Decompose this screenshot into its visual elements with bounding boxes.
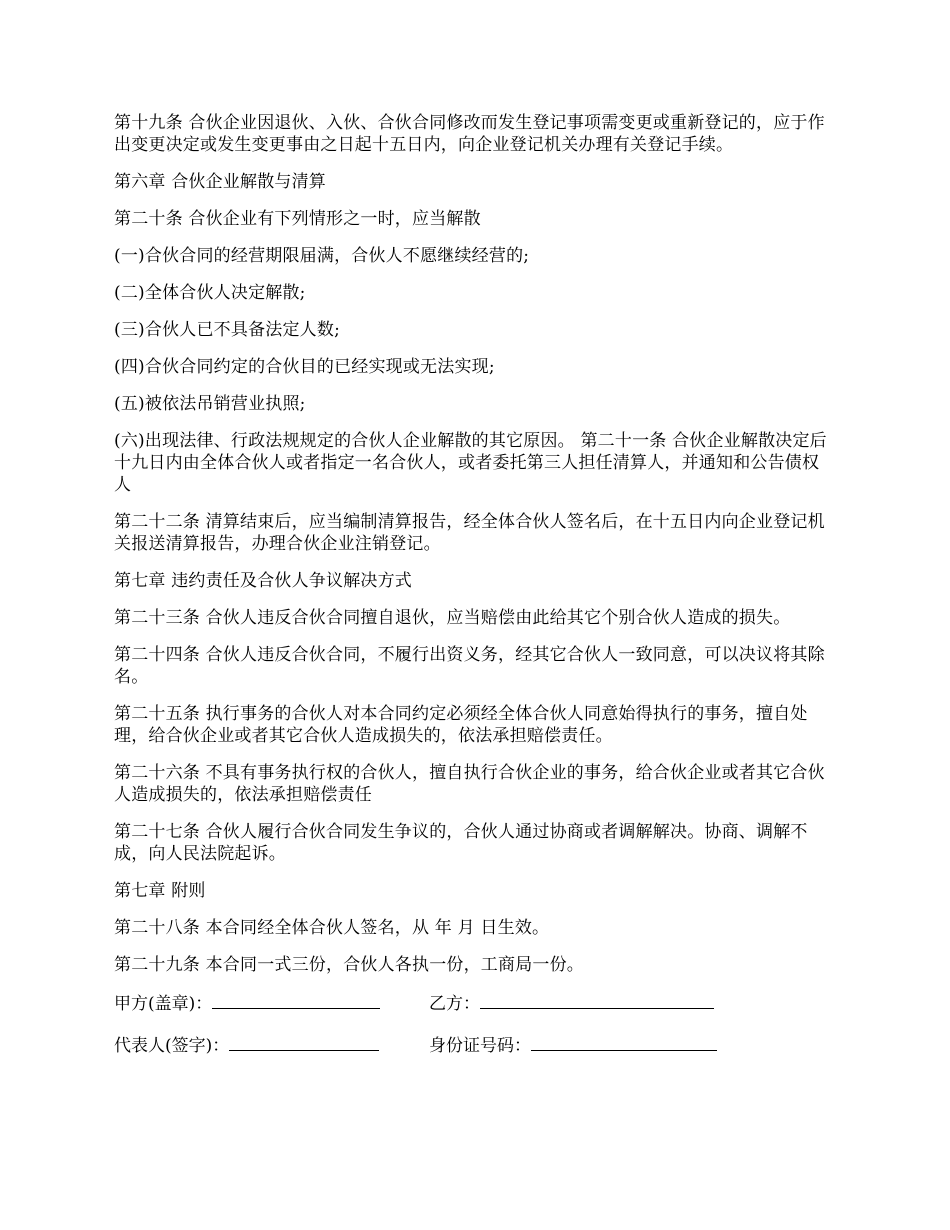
id-number-blank-line	[531, 1033, 717, 1051]
article-29: 第二十九条 本合同一式三份，合伙人各执一份，工商局一份。	[114, 955, 585, 975]
party-a-label: 甲方(盖章)：	[114, 994, 213, 1014]
article-27: 第二十七条 合伙人履行合伙合同发生争议的，合伙人通过协商或者调解解决。协商、调解不成，向人民法院起诉。	[114, 822, 808, 864]
id-number-field	[429, 1033, 717, 1057]
clause-item-2: (二)全体合伙人决定解散;	[114, 283, 306, 303]
article-28: 第二十八条 本合同经全体合伙人签名，从 年 月 日生效。	[114, 918, 550, 938]
article-24: 第二十四条 合伙人违反合伙合同，不履行出资义务，经其它合伙人一致同意，可以决议将其除名。	[114, 645, 825, 687]
id-number-label: 身份证号码：	[429, 1036, 531, 1056]
party-b-field	[429, 991, 714, 1015]
representative-field	[114, 1033, 379, 1057]
article-23: 第二十三条 合伙人违反合伙合同擅自退伙，应当赔偿由此给其它个别合伙人造成的损失。	[114, 608, 791, 628]
signature-row-parties	[114, 991, 836, 1013]
clause-item-5: (五)被依法吊销营业执照;	[114, 394, 306, 414]
clause-item-3: (三)合伙人已不具备法定人数;	[114, 320, 340, 340]
chapter-7-heading: 第七章 违约责任及合伙人争议解决方式	[114, 571, 413, 591]
party-a-field	[114, 991, 380, 1015]
supplementary-heading: 第七章 附则	[114, 881, 206, 901]
clause-item-6-and-article-21: (六)出现法律、行政法规规定的合伙人企业解散的其它原因。 第二十一条 合伙企业解散决定后十九日内由全体合伙人或者指定一名合伙人，或者委托第三人担任清算人，并通知和公告债权人	[114, 431, 827, 495]
article-26: 第二十六条 不具有事务执行权的合伙人，擅自执行合伙企业的事务，给合伙企业或者其它合伙人造成损失的，依法承担赔偿责任	[114, 763, 825, 805]
article-19: 第十九条 合伙企业因退伙、入伙、合伙合同修改而发生登记事项需变更或重新登记的，应于作出变更决定或发生变更事由之日起十五日内，向企业登记机关办理有关登记手续。	[114, 113, 825, 155]
clause-item-1: (一)合伙合同的经营期限届满，合伙人不愿继续经营的;	[114, 246, 530, 266]
representative-blank-line	[229, 1033, 379, 1051]
document-page	[114, 112, 836, 1075]
article-22: 第二十二条 清算结束后，应当编制清算报告，经全体合伙人签名后，在十五日内向企业登记机关报送清算报告，办理合伙企业注销登记。	[114, 512, 825, 554]
article-25: 第二十五条 执行事务的合伙人对本合同约定必须经全体合伙人同意始得执行的事务，擅自处理，给合伙企业或者其它合伙人造成损失的，依法承担赔偿责任。	[114, 704, 808, 746]
party-b-blank-line	[480, 991, 714, 1009]
party-b-label: 乙方：	[429, 994, 480, 1014]
representative-label: 代表人(签字)：	[114, 1036, 230, 1056]
clause-item-4: (四)合伙合同约定的合伙目的已经实现或无法实现;	[114, 357, 495, 377]
article-20: 第二十条 合伙企业有下列情形之一时，应当解散	[114, 209, 481, 229]
party-a-blank-line	[212, 991, 380, 1009]
signature-row-representative	[114, 1033, 836, 1055]
chapter-6-heading: 第六章 合伙企业解散与清算	[114, 172, 327, 192]
